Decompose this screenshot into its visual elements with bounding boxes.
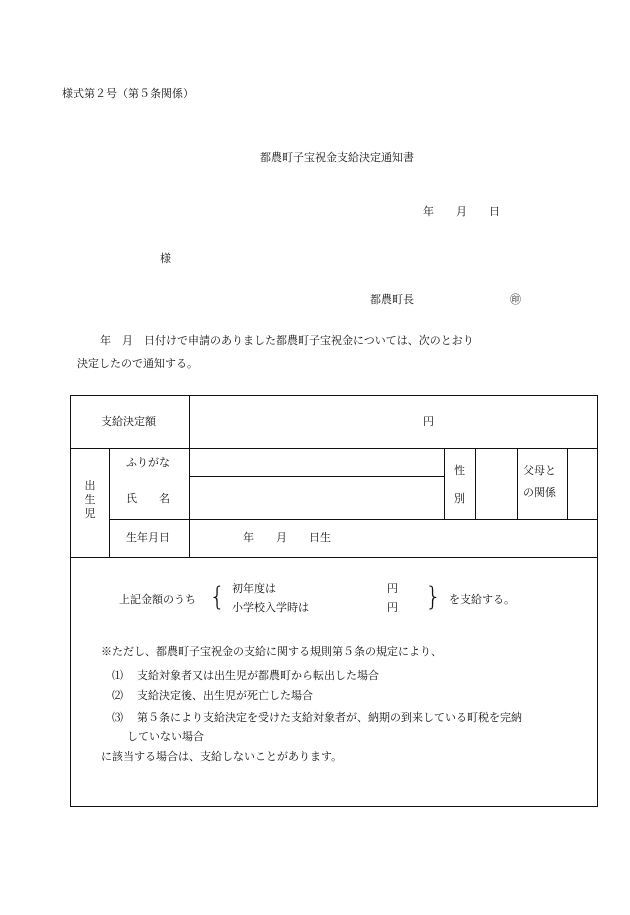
birthdate-value: 年 月 日生: [243, 531, 331, 544]
condition-number: ⑴: [112, 669, 123, 682]
condition-number: ⑶: [112, 711, 123, 724]
furigana-divider: [189, 476, 445, 477]
relation-label-bottom: の関係: [523, 486, 556, 499]
gender-label-bottom: 別: [454, 492, 465, 505]
row-divider: [71, 448, 597, 449]
column-divider: [567, 448, 568, 519]
left-brace: {: [209, 582, 226, 612]
child-label: 出生児: [84, 479, 96, 520]
name-label: 氏 名: [126, 492, 170, 505]
birthdate-label: 生年月日: [126, 531, 170, 544]
gender-label-top: 性: [454, 464, 465, 477]
condition-number: ⑵: [112, 689, 123, 702]
breakdown-prefix: 上記金額のうち: [119, 593, 196, 606]
condition-text: 第５条により支給決定を受けた支給対象者が、納期の到来している町税を完納: [137, 711, 522, 724]
breakdown-item-unit: 円: [387, 601, 398, 614]
body-text-line-2: 決定したので通知する。: [77, 357, 198, 370]
issuer-name: 都農町長: [370, 293, 414, 306]
column-divider: [189, 396, 190, 557]
decision-form-table: [70, 395, 598, 807]
furigana-label: ふりがな: [126, 456, 170, 469]
seal-mark: ㊞: [510, 293, 521, 306]
condition-text: 支給決定後、出生児が死亡した場合: [137, 689, 313, 702]
condition-text: 支給対象者又は出生児が都農町から転出した場合: [137, 669, 379, 682]
condition-text-continued: していない場合: [127, 730, 204, 743]
amount-label: 支給決定額: [101, 415, 156, 428]
row-divider: [71, 557, 597, 558]
breakdown-item-unit: 円: [387, 582, 398, 595]
form-number: 様式第２号（第５条関係）: [62, 87, 194, 100]
issue-date: 年 月 日: [423, 205, 500, 218]
amount-unit: 円: [423, 415, 434, 428]
note-outro: に該当する場合は、支給しないことがあります。: [101, 750, 343, 763]
breakdown-suffix: を支給する。: [449, 593, 515, 606]
right-brace: }: [425, 582, 442, 612]
breakdown-item-label: 小学校入学時は: [232, 601, 309, 614]
column-divider: [444, 448, 445, 519]
note-intro: ※ただし、都農町子宝祝金の支給に関する規則第５条の規定により、: [101, 645, 442, 658]
relation-label-top: 父母と: [523, 464, 556, 477]
column-divider: [475, 448, 476, 519]
breakdown-item-label: 初年度は: [232, 582, 276, 595]
column-divider: [109, 448, 110, 557]
row-divider: [109, 519, 597, 520]
recipient-suffix: 様: [160, 252, 171, 265]
body-text-line-1: 年 月 日付けで申請のありました都農町子宝祝金については、次のとおり: [100, 334, 474, 347]
document-title: 都農町子宝祝金支給決定通知書: [260, 151, 414, 164]
column-divider: [517, 448, 518, 519]
